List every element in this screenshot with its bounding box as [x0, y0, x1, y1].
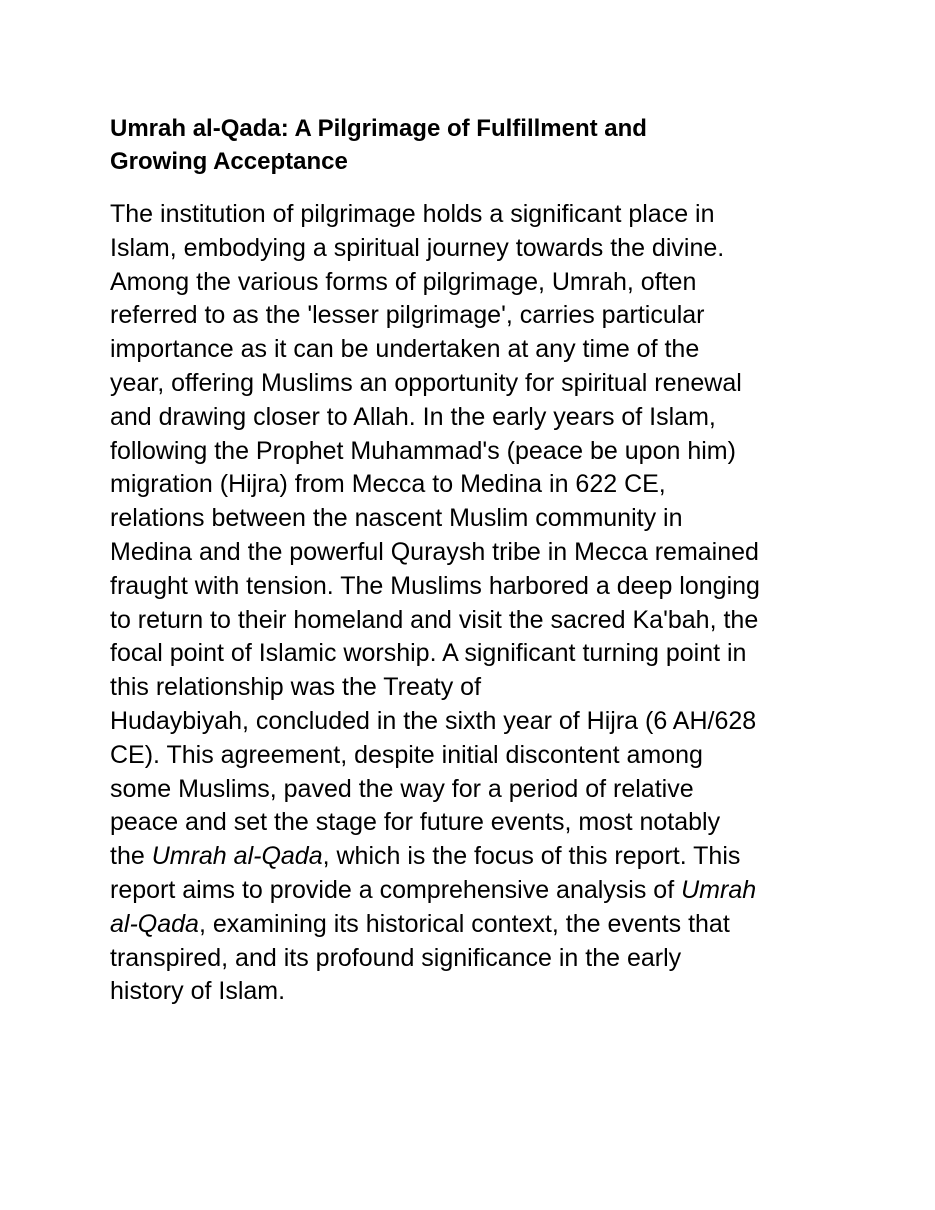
document-title	[110, 112, 835, 178]
paragraph-line: Among the various forms of pilgrimage, Umrah, often	[110, 267, 697, 296]
paragraph-line: importance as it can be undertaken at any time of the	[110, 335, 700, 364]
paragraph-line: CE). This agreement, despite initial discontent among	[110, 740, 703, 769]
paragraph-line: and drawing closer to Allah. In the early years of Islam,	[110, 402, 716, 431]
line-text: , which is the focus of this report. This	[322, 842, 741, 871]
paragraph-line: following the Prophet Muhammad's (peace be upon him)	[110, 436, 736, 465]
paragraph-line: referred to as the 'lesser pilgrimage', carries particular	[110, 301, 705, 330]
document-page	[110, 112, 835, 1009]
paragraph-line: some Muslims, paved the way for a period of relative	[110, 774, 694, 803]
paragraph-line: history of Islam.	[110, 977, 286, 1006]
paragraph-line: focal point of Islamic worship. A significant turning point in	[110, 639, 747, 668]
paragraph-line: year, offering Muslims an opportunity for spiritual renewal	[110, 368, 742, 397]
paragraph-line	[110, 908, 835, 942]
italic-term: al-Qada	[110, 909, 199, 938]
paragraph-line	[110, 840, 835, 874]
paragraph-line: Hudaybiyah, concluded in the sixth year of Hijra (6 AH/628	[110, 706, 757, 735]
paragraph-line: to return to their homeland and visit the sacred Ka'bah, the	[110, 605, 759, 634]
paragraph-line: peace and set the stage for future events, most notably	[110, 808, 721, 837]
italic-term: Umrah al-Qada	[151, 842, 323, 871]
paragraph-line: fraught with tension. The Muslims harbored a deep longing	[110, 571, 760, 600]
line-text: the	[110, 842, 152, 871]
paragraph-line	[110, 874, 835, 908]
paragraph-line: this relationship was the Treaty of	[110, 673, 482, 702]
paragraph-line: Medina and the powerful Quraysh tribe in Mecca remained	[110, 537, 759, 566]
italic-term: Umrah	[681, 875, 757, 904]
paragraph-line: migration (Hijra) from Mecca to Medina in 622 CE,	[110, 470, 666, 499]
paragraph-line: transpired, and its profound significance in the early	[110, 943, 682, 972]
paragraph-line: Islam, embodying a spiritual journey towards the divine.	[110, 233, 725, 262]
paragraph-line: The institution of pilgrimage holds a significant place in	[110, 200, 715, 228]
title-line: Umrah al-Qada: A Pilgrimage of Fulfillment and	[110, 115, 647, 142]
paragraph-line: relations between the nascent Muslim community in	[110, 504, 683, 533]
line-text: report aims to provide a comprehensive analysis of	[110, 875, 682, 904]
body-paragraph	[110, 198, 835, 1009]
line-text: , examining its historical context, the events that	[198, 909, 730, 938]
title-line: Growing Acceptance	[110, 148, 348, 175]
